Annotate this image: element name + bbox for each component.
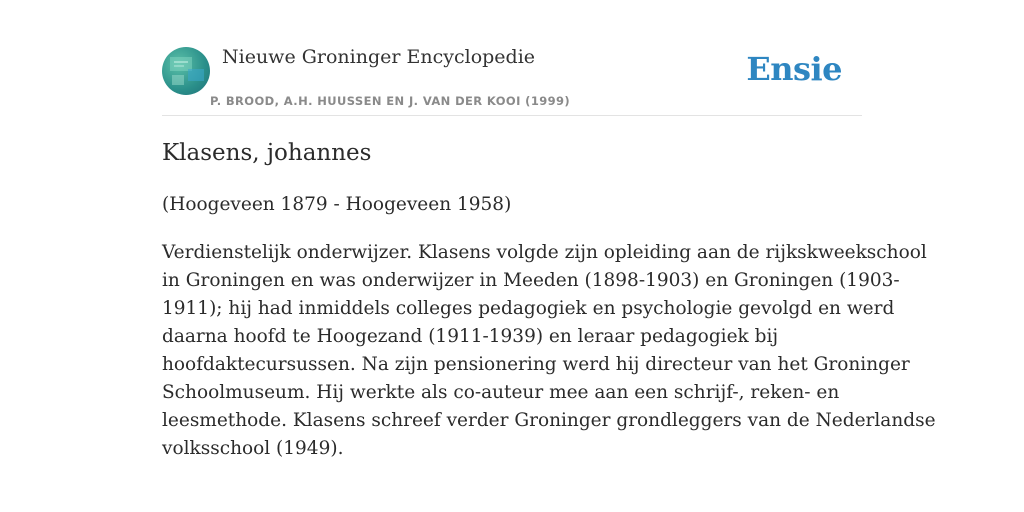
body-line: Schoolmuseum. Hij werkte als co-auteur mee aan een schrijf-, reken- en <box>162 382 840 403</box>
ensie-logo[interactable]: Ensie <box>746 50 842 88</box>
book-cover-icon[interactable] <box>162 47 210 95</box>
body-line: daarna hoofd te Hoogezand (1911-1939) en leraar pedagogiek bij <box>162 326 779 347</box>
header-divider <box>162 115 862 116</box>
entry-body <box>162 239 936 463</box>
body-line: leesmethode. Klasens schreef verder Groninger grondleggers van de Nederlandse <box>162 410 936 431</box>
entry-lifespan: (Hoogeveen 1879 - Hoogeveen 1958) <box>162 194 512 215</box>
source-title[interactable]: Nieuwe Groninger Encyclopedie <box>222 46 536 68</box>
body-line: hoofdaktecursussen. Na zijn pensionering werd hij directeur van het Groninger <box>162 354 910 375</box>
source-header <box>162 46 862 116</box>
body-line: volksschool (1949). <box>162 438 344 459</box>
entry-title: Klasens, johannes <box>162 140 372 166</box>
body-line: 1911); hij had inmiddels colleges pedagogiek en psychologie gevolgd en werd <box>162 298 895 319</box>
source-authors: P. BROOD, A.H. HUUSSEN EN J. VAN DER KOOI (1999) <box>210 94 571 108</box>
body-line: Verdienstelijk onderwijzer. Klasens volgde zijn opleiding aan de rijkskweekschool <box>162 242 927 263</box>
body-line: in Groningen en was onderwijzer in Meeden (1898-1903) en Groningen (1903- <box>162 270 900 291</box>
